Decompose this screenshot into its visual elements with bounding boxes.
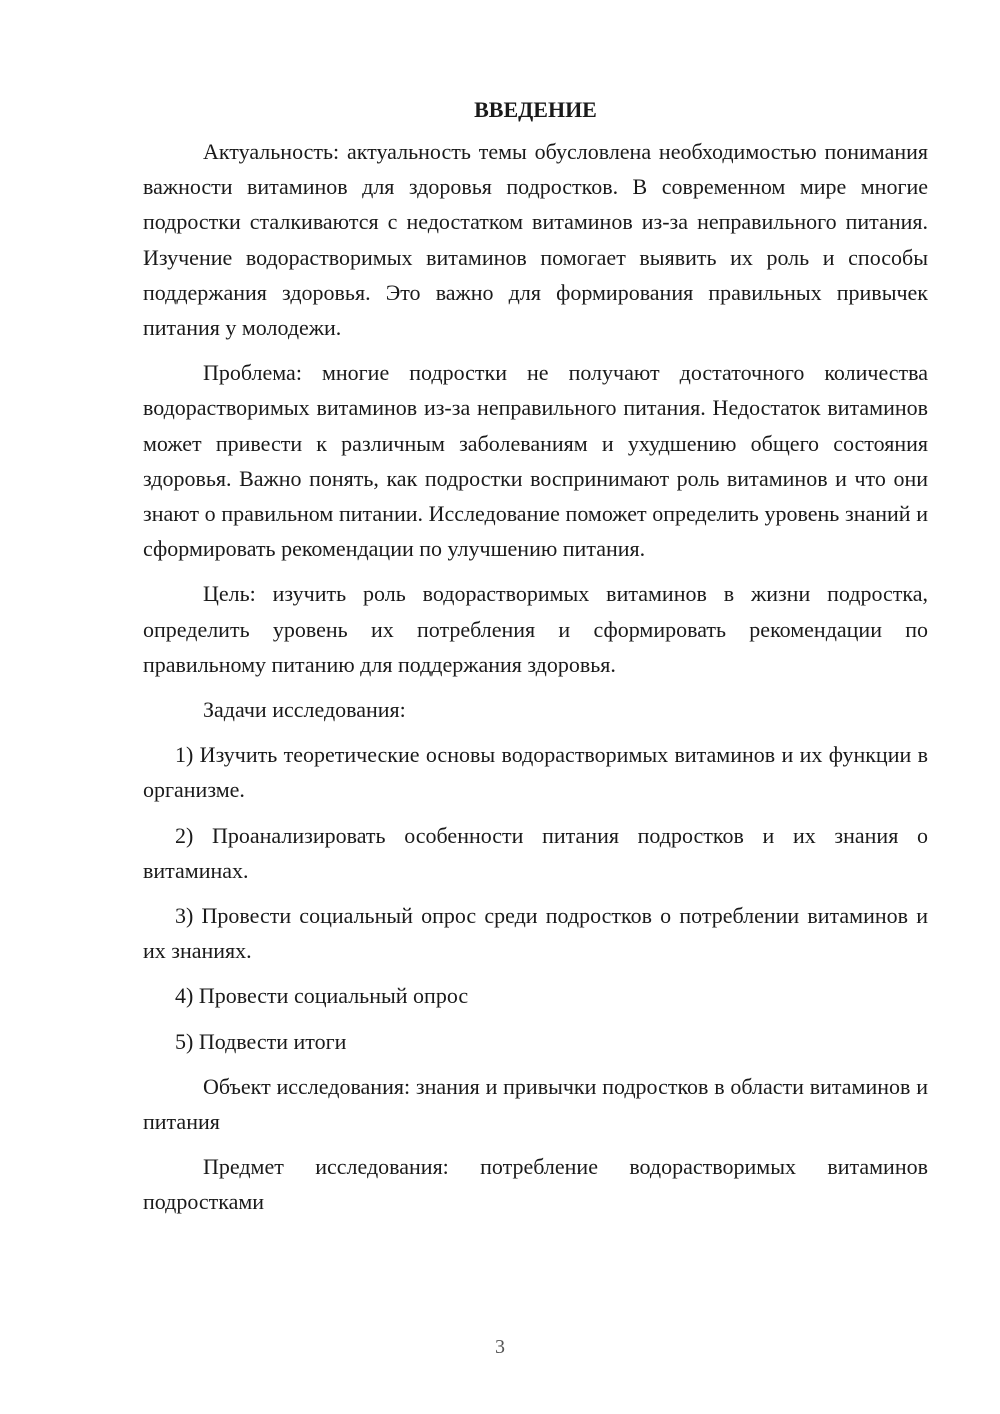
- page-content: [143, 92, 928, 1220]
- paragraph-tasks-heading: Задачи исследования:: [203, 697, 406, 723]
- task-item-1: 1) Изучить теоретические основы водорастворимых витаминов и их функции в организме.: [143, 742, 928, 803]
- page-number: 3: [495, 1336, 505, 1358]
- paragraph-goal: Цель: изучить роль водорастворимых витаминов в жизни подростка, определить уровень их потребления и сформировать рекомендации по правильному питанию для поддержания здоровья.: [143, 581, 928, 677]
- task-item-2: 2) Проанализировать особенности питания подростков и их знания о витаминах.: [143, 822, 928, 883]
- paragraph-subject: Предмет исследования: потребление водорастворимых витаминов подростками: [143, 1154, 928, 1215]
- paragraph-relevance: Актуальность: актуальность темы обусловлена необходимостью понимания важности витаминов для здоровья подростков. В современном мире многие подростки сталкиваются с недостатком витаминов из-за неправильного питания. Изучение водорастворимых витаминов помогает выявить их роль и способы поддержания здоровья. Это важно для формирования правильных привычек питания у молодежи.: [143, 139, 928, 341]
- task-item-4: 4) Провести социальный опрос: [175, 983, 469, 1009]
- paragraph-object: Объект исследования: знания и привычки подростков в области витаминов и питания: [143, 1073, 928, 1135]
- task-item-5: 5) Подвести итоги: [175, 1028, 347, 1054]
- task-item-3: 3) Провести социальный опрос среди подростков о потреблении витаминов и их знаниях.: [143, 903, 928, 964]
- paragraph-problem: Проблема: многие подростки не получают достаточного количества водорастворимых витаминов из-за неправильного питания. Недостаток витаминов может привести к различным заболеваниям и ухудшению общего состояния здоровья. Важно понять, как подростки воспринимают роль витаминов и что они знают о правильном питании. Исследование поможет определить уровень знаний и сформировать рекомендации по улучшению питания.: [143, 360, 928, 562]
- page-title: ВВЕДЕНИЕ: [474, 97, 597, 122]
